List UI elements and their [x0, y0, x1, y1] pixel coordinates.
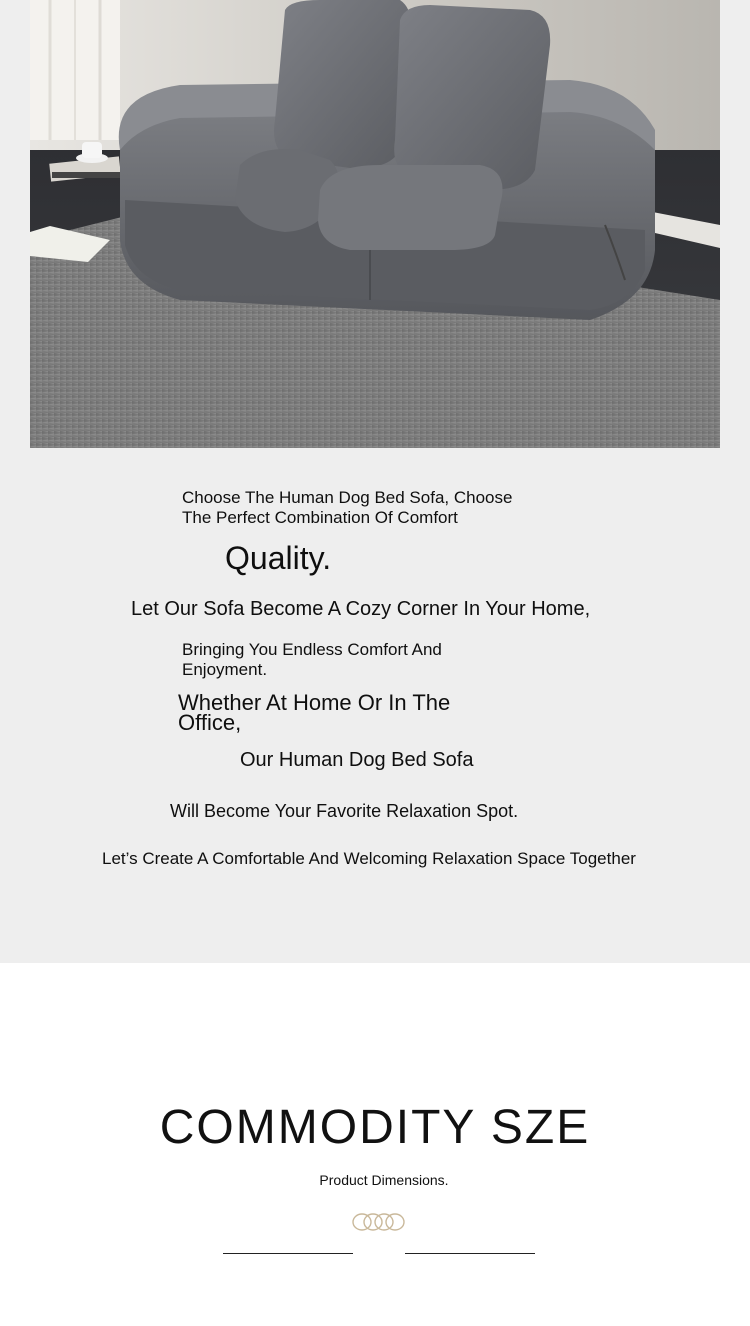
story-line-9: Our Human Dog Bed Sofa: [240, 749, 474, 771]
sofa-product-photo: [30, 0, 720, 448]
story-line-2: The Perfect Combination Of Comfort: [182, 508, 458, 527]
story-line-10: Will Become Your Favorite Relaxation Spot.: [170, 801, 519, 821]
divider-line-right: [405, 1253, 535, 1254]
story-line-8: Office,: [178, 710, 242, 735]
story-line-1: Choose The Human Dog Bed Sofa, Choose: [182, 488, 513, 507]
divider-line-left: [223, 1253, 353, 1254]
story-line-5: Bringing You Endless Comfort And: [182, 640, 442, 659]
interlocking-rings-icon: [350, 1211, 408, 1233]
story-line-6: Enjoyment.: [182, 660, 268, 679]
story-line-11: Let’s Create A Comfortable And Welcoming Relaxation Space Together: [102, 849, 636, 868]
section-subtitle: Product Dimensions.: [319, 1172, 449, 1188]
story-line-quality: Quality.: [225, 540, 332, 576]
section-title: COMMODITY SZE: [159, 1101, 591, 1154]
story-line-7: Whether At Home Or In The: [178, 690, 451, 715]
story-line-4: Let Our Sofa Become A Cozy Corner In Your Home,: [131, 598, 591, 620]
